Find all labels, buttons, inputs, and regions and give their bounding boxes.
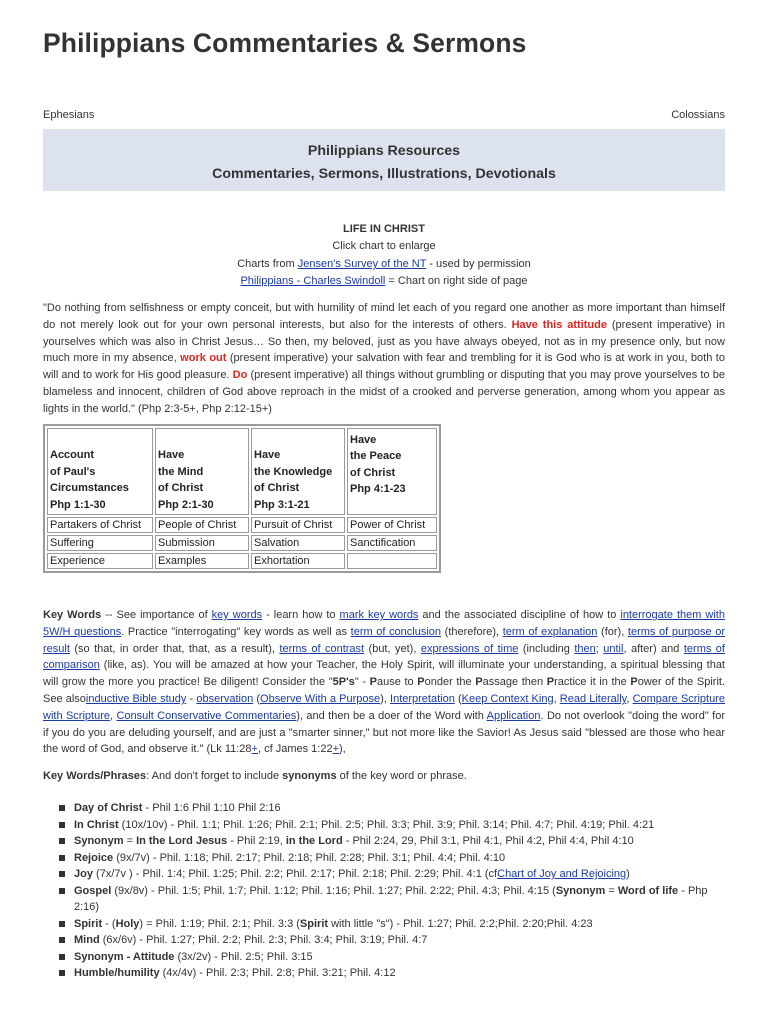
chart-row — [47, 535, 437, 551]
key-words-paragraph: Key Words -- See importance of key words - learn how to mark key words and the associated discipline of how to interrogate them with 5W/H questions. Practice "interrogating" key words as well as term of conclusion (therefore), term of explanation (for), terms of purpose or result (so that, in order that, that, as a result), terms of contrast (but, yet), expressions of time (including then; until, after) and terms of comparison (like, as). You will be amazed at how your Teacher, the Holy Spirit, will illuminate your understanding, a spiritual blessing that will grow the more you practice! Be diligent! Consider the "5P's" - Pause to Ponder the Passage then Practice it in the Power of the Spirit. See alsoinductive Bible study - observation (Observe With a Purpose), Interpretation (Keep Context King, Read Literally, Compare Scripture with Scripture, Consult Conservative Commentaries), and then be a doer of the Word with Application. Do not overlook "doing the word" for if you do you are deluding yourself, and are just a "smarter sinner," but not more like the Savior! As Jesus said "blessed are those who hear the word of God, and observe it." (Lk 11:28+, cf James 1:22+), — [43, 609, 726, 756]
charts-credit — [43, 258, 725, 270]
chart-header-row — [47, 428, 437, 515]
key-word-references — [56, 800, 726, 982]
charts-credit-suffix: - used by permission — [426, 258, 531, 270]
list-item: Rejoice (9x/7v) - Phil. 1:18; Phil. 2:17; Phil. 2:18; Phil. 2:28; Phil. 3:1; Phil. 4:4; Phil. 4:10 — [56, 850, 726, 867]
list-item: Synonym - Attitude (3x/2v) - Phil. 2:5; Phil. 3:15 — [56, 949, 726, 966]
list-item: Mind (6x/6v) - Phil. 1:27; Phil. 2:2; Phil. 2:3; Phil. 3:4; Phil. 3:19; Phil. 4:7 — [56, 932, 726, 949]
chart-cell: Suffering — [47, 535, 153, 551]
term-of-conclusion-link[interactable]: term of conclusion — [350, 625, 442, 638]
mark-key-words-link[interactable]: mark key words — [339, 609, 419, 621]
keep-context-king-link[interactable]: Keep Context King — [461, 692, 554, 705]
compare-scripture-link[interactable]: Compare Scripture with Scripture — [43, 692, 725, 722]
then-link[interactable]: then — [574, 642, 596, 655]
list-item: In Christ (10x/10v) - Phil. 1:1; Phil. 1:26; Phil. 2:1; Phil. 2:5; Phil. 3:3; Phil. 3:9; Phil. 3:14; Phil. 4:7; Phil. 4:19; Phil. 4:21 — [56, 817, 726, 834]
next-book-link[interactable]: Colossians — [671, 109, 725, 121]
chart-header-cell: Account of Paul's Circumstances Php 1:1-30 — [47, 428, 153, 515]
list-item: Gospel (9x/8v) - Phil. 1:5; Phil. 1:7; Phil. 1:12; Phil. 1:16; Phil. 1:27; Phil. 2:22; Phil. 4:3; Phil. 4:15 (Synonym = Word of life - Php 2:16) — [56, 883, 726, 916]
list-item: Spirit - (Holy) = Phil. 1:19; Phil. 2:1; Phil. 3:3 (Spirit with little "s") - Phil. 1:27; Phil. 2:2;Phil. 2:20;Phil. 4:23 — [56, 916, 726, 933]
chart-cell: Examples — [155, 553, 249, 569]
quote-part-1: "Do nothing from selfishness or empty conceit, but with humility of mind let each of you regard one another as more important than himself do not merely look out for your own personal interests, but also for the interests of others. — [43, 302, 725, 331]
banner-title: Philippians Resources — [307, 143, 461, 159]
swindoll-line — [43, 275, 725, 287]
inductive-bible-study-link[interactable]: inductive Bible study — [85, 692, 187, 705]
observation-link[interactable]: observation — [196, 692, 254, 705]
life-in-christ-chart[interactable] — [43, 424, 441, 573]
swindoll-chart-link[interactable]: Philippians - Charles Swindoll — [240, 275, 386, 287]
chart-cell: Experience — [47, 553, 153, 569]
quote-highlight-work-out: work out — [180, 352, 227, 365]
interpretation-link[interactable]: Interpretation — [390, 692, 455, 705]
key-words-label: Key Words — [43, 609, 102, 621]
list-item: Humble/humility (4x/4v) - Phil. 2:3; Phil. 2:8; Phil. 3:21; Phil. 4:12 — [56, 965, 726, 982]
chart-row — [47, 553, 437, 569]
resources-banner — [43, 129, 725, 191]
banner-subtitle: Commentaries, Sermons, Illustrations, Devotionals — [212, 166, 556, 182]
click-note: Click chart to enlarge — [332, 240, 436, 252]
chart-cell: Salvation — [251, 535, 345, 551]
interrogate-link[interactable]: interrogate them with 5W/H questions — [43, 609, 725, 638]
list-item: Day of Christ - Phil 1:6 Phil 1:10 Phil 2:16 — [56, 800, 726, 817]
chart-cell: Submission — [155, 535, 249, 551]
application-link[interactable]: Application — [486, 709, 541, 722]
terms-of-purpose-link[interactable]: terms of purpose or result — [43, 625, 725, 655]
chart-cell: Exhortation — [251, 553, 345, 569]
james-1-22-link[interactable]: + — [332, 743, 340, 756]
quote-part-4: (present imperative) all things without grumbling or disputing that you may prove yourselves to be blameless and innocent, children of God above reproach in the midst of a crooked and perverse generation, among whom you appear as lights in the world." (Php 2:3-5+, Php 2:12-15+) — [43, 369, 725, 415]
consult-commentaries-link[interactable]: Consult Conservative Commentaries — [116, 709, 297, 722]
charts-credit-prefix: Charts from — [237, 258, 298, 270]
chart-header-cell: Have the Peace of Christ Php 4:1-23 — [347, 428, 437, 515]
terms-of-comparison-link[interactable]: terms of comparison — [43, 642, 725, 672]
terms-of-contrast-link[interactable]: terms of contrast — [279, 642, 365, 655]
jensen-survey-link[interactable]: Jensen's Survey of the NT — [297, 258, 427, 270]
chart-cell: People of Christ — [155, 517, 249, 533]
chart-row — [47, 517, 437, 533]
list-item: Synonym = In the Lord Jesus - Phil 2:19, in the Lord - Phil 2:24, 29, Phil 3:1, Phil 4:1, Phil 4:2, Phil 4:4, Phil 4:10 — [56, 833, 726, 850]
observe-with-purpose-link[interactable]: Observe With a Purpose — [260, 692, 381, 705]
until-link[interactable]: until — [603, 642, 624, 655]
key-words-link[interactable]: key words — [211, 609, 263, 621]
chart-header-cell: Have the Knowledge of Christ Php 3:1-21 — [251, 428, 345, 515]
chart-heading: LIFE IN CHRIST — [343, 223, 425, 235]
quote-highlight-do: Do — [232, 369, 248, 382]
chart-cell: Sanctification — [347, 535, 437, 551]
chart-cell: Pursuit of Christ — [251, 517, 345, 533]
chart-cell: Partakers of Christ — [47, 517, 153, 533]
prev-book-link[interactable]: Ephesians — [43, 109, 95, 121]
quote-highlight-attitude: Have this attitude — [511, 318, 607, 331]
read-literally-link[interactable]: Read Literally — [559, 692, 627, 705]
chart-of-joy-link[interactable]: Chart of Joy and Rejoicing — [497, 868, 627, 880]
list-item: Joy (7x/7v ) - Phil. 1:4; Phil. 1:25; Phil. 2:2; Phil. 2:17; Phil. 2:18; Phil. 2:29; Phil. 4:1 (cfChart of Joy and Rejoicing) — [56, 866, 726, 883]
quote-part-2: (present imperative) in yourselves which was also in Christ Jesus… So then, my beloved, just as you have always obeyed, not as in my presence only, but now much more in my absence, — [43, 318, 725, 365]
scripture-quote — [43, 300, 725, 418]
luke-11-28-link[interactable]: + — [251, 743, 258, 756]
key-phrases-label: Key Words/Phrases — [43, 770, 147, 782]
expressions-of-time-link[interactable]: expressions of time — [420, 642, 519, 655]
chart-cell: Power of Christ — [347, 517, 437, 533]
swindoll-suffix: = Chart on right side of page — [385, 275, 528, 287]
term-of-explanation-link[interactable]: term of explanation — [502, 625, 598, 638]
quote-part-3: (present imperative) your salvation with fear and trembling for it is God who is at work in you, both to will and to work for His good pleasure. — [43, 352, 725, 382]
key-phrases-paragraph: Key Words/Phrases: And don't forget to include synonyms of the key word or phrase. — [43, 770, 467, 782]
chart-header-cell: Have the Mind of Christ Php 2:1-30 — [155, 428, 249, 515]
chart-cell — [347, 553, 437, 569]
page-title: Philippians Commentaries & Sermons — [43, 28, 527, 58]
